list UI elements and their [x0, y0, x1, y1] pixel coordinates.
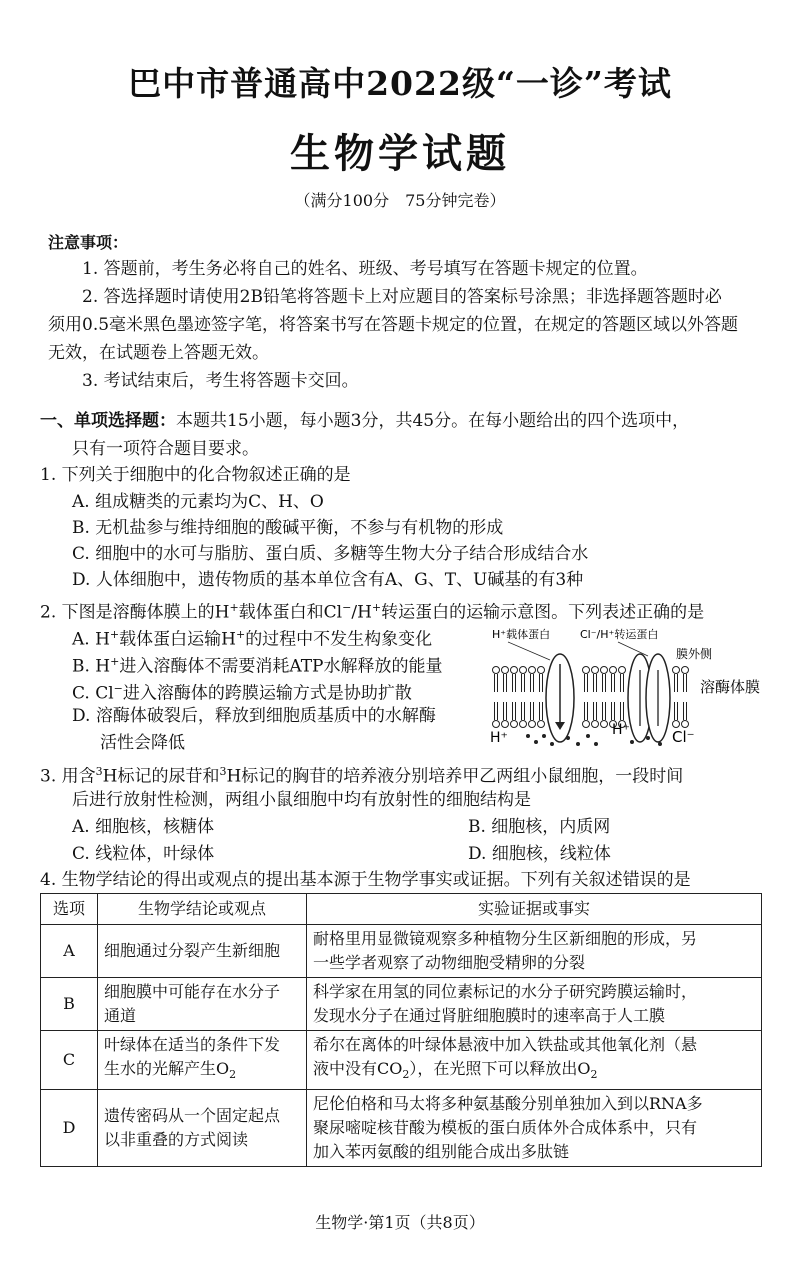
table-row — [41, 1090, 762, 1167]
q3-option-d: D. 细胞核，线粒体 — [468, 844, 611, 864]
lipid-tail — [684, 674, 687, 692]
lipid-head — [538, 667, 545, 674]
cl-ion-label: Cl⁻ — [672, 728, 695, 746]
row-b-option: B — [41, 978, 98, 1031]
h-ion-label-2: H⁺ — [612, 722, 630, 738]
row-d-evidence: 尼伦伯格和马太将多种氨基酸分别单独加入到以RNA多 聚尿嘧啶核苷酸为模板的蛋白质体外合成体系中，只有 加入苯丙氨酸的组别能合成出多肽链 — [307, 1090, 762, 1167]
q3-stem: 3. 用含$^3$H标记的尿苷和$^3$H标记的胸苷的培养液分别培养甲乙两组小鼠细胞，一段时间 — [40, 765, 684, 787]
row-a-option: A — [41, 925, 98, 978]
lipid-tail — [585, 702, 588, 720]
row-c-option: C — [41, 1031, 98, 1090]
q3-option-c: C. 线粒体，叶绿体 — [72, 844, 215, 864]
lipid-head — [592, 667, 599, 674]
q1-option-c: C. 细胞中的水可与脂肪、蛋白质、多糖等生物大分子结合形成结合水 — [72, 544, 589, 564]
section-1-desc-2: 只有一项符合题目要求。 — [72, 439, 259, 459]
lipid-head — [511, 721, 518, 728]
lipid-tail — [684, 702, 687, 720]
q1-option-a: A. 组成糖类的元素均为C、H、O — [72, 492, 324, 512]
q2-stem: 2. 下图是溶酶体膜上的H+载体蛋白和Cl−/H+转运蛋白的运输示意图。下列表述正确的是 — [40, 601, 705, 623]
note-1: 1. 答题前，考生务必将自己的姓名、班级、考号填写在答题卡规定的位置。 — [82, 259, 648, 279]
q2-option-d: D. 溶酶体破裂后，释放到细胞质基质中的水解酶 — [72, 706, 436, 726]
lipid-head — [673, 667, 680, 674]
lipid-head — [493, 721, 500, 728]
transporter-label: Cl⁻/H⁺转运蛋白 — [580, 628, 659, 641]
lipid-tail — [495, 674, 498, 692]
lipid-head — [538, 721, 545, 728]
q2-option-b: B. H+进入溶酶体不需要消耗ATP水解释放的能量 — [72, 655, 443, 677]
row-d-option: D — [41, 1090, 98, 1167]
lipid-head — [529, 667, 536, 674]
lysosome-membrane-diagram — [488, 624, 778, 752]
subject-title: 生物学试题 — [290, 130, 510, 177]
lipid-head — [511, 667, 518, 674]
lipid-tail — [594, 674, 597, 692]
note-3: 3. 考试结束后，考生将答题卡交回。 — [82, 371, 359, 391]
lipid-head — [583, 667, 590, 674]
lipid-head — [520, 667, 527, 674]
lipid-head — [520, 721, 527, 728]
q1-option-b: B. 无机盐参与维持细胞的酸碱平衡，不参与有机物的形成 — [72, 518, 504, 538]
lipid-tail — [621, 702, 624, 720]
lipid-head — [610, 667, 617, 674]
row-c-conclusion: 叶绿体在适当的条件下发 生水的光解产生$O_2$ — [98, 1031, 307, 1090]
carrier-leader — [508, 642, 550, 660]
q1-stem: 1. 下列关于细胞中的化合物叙述正确的是 — [40, 465, 351, 485]
lipid-head — [493, 667, 500, 674]
lipid-tail — [612, 702, 615, 720]
lipid-tail — [522, 702, 525, 720]
header-evidence: 实验证据或事实 — [307, 894, 762, 925]
table-header-row — [41, 894, 762, 925]
table-row — [41, 1031, 762, 1090]
lipid-tail — [675, 702, 678, 720]
lipid-head — [502, 667, 509, 674]
lipid-head — [529, 721, 536, 728]
q2-option-d-cont: 活性会降低 — [100, 733, 185, 753]
section-1-label: 一、单项选择题： — [40, 411, 176, 431]
lipid-tail — [594, 702, 597, 720]
lipid-tail — [585, 674, 588, 692]
lipid-tail — [540, 674, 543, 692]
lipid-tail — [522, 674, 525, 692]
row-c-evidence: 希尔在离体的叶绿体悬液中加入铁盐或其他氧化剂（悬 液中没有$CO_2$），在光照下可以释放出$O_2$ — [307, 1031, 762, 1090]
lipid-head — [673, 721, 680, 728]
carrier-label: H⁺载体蛋白 — [492, 628, 551, 641]
header-conclusion: 生物学结论或观点 — [98, 894, 307, 925]
row-a-evidence: 耐格里用显微镜观察多种植物分生区新细胞的形成，另 一些学者观察了动物细胞受精卵的分裂 — [307, 925, 762, 978]
exam-title: 巴中市普通高中2022级“一诊”考试 — [128, 64, 672, 103]
lipid-head — [502, 721, 509, 728]
lipid-head — [619, 667, 626, 674]
q1-option-d: D. 人体细胞中，遗传物质的基本单位含有A、G、T、U碱基的有3种 — [72, 570, 584, 590]
q4-stem: 4. 生物学结论的得出或观点的提出基本源于生物学事实或证据。下列有关叙述错误的是 — [40, 870, 691, 890]
lipid-tail — [540, 702, 543, 720]
header-option: 选项 — [41, 894, 98, 925]
row-a-conclusion: 细胞通过分裂产生新细胞 — [98, 925, 307, 978]
membrane-label: 溶酶体膜 — [700, 678, 761, 696]
note-2-line-3: 无效，在试题卷上答题无效。 — [48, 343, 269, 363]
lipid-tail — [531, 674, 534, 692]
row-d-conclusion: 遗传密码从一个固定起点 以非重叠的方式阅读 — [98, 1090, 307, 1167]
lipid-head — [583, 721, 590, 728]
q2-option-a: A. H+载体蛋白运输H+的过程中不发生构象变化 — [72, 628, 433, 650]
notes-heading: 注意事项： — [48, 233, 129, 252]
page-footer: 生物学·第1页（共8页） — [315, 1213, 485, 1232]
lipid-tail — [504, 674, 507, 692]
lipid-tail — [603, 702, 606, 720]
section-1-header — [40, 410, 689, 432]
lipid-head — [682, 667, 689, 674]
table-row — [41, 978, 762, 1031]
lipid-tail — [531, 702, 534, 720]
note-2-line-1: 2. 答选择题时请使用2B铅笔将答题卡上对应题目的答案标号涂黑；非选择题答题时必 — [82, 287, 722, 307]
transporter-leader — [618, 642, 648, 656]
row-b-evidence: 科学家在用氢的同位素标记的水分子研究跨膜运输时， 发现水分子在通过肾脏细胞膜时的速率高于人工膜 — [307, 978, 762, 1031]
lipid-tail — [513, 674, 516, 692]
lipid-tail — [612, 674, 615, 692]
lipid-head — [682, 721, 689, 728]
h-ion-label: H⁺ — [490, 730, 508, 746]
q4-table — [40, 893, 762, 1167]
lipid-tail — [495, 702, 498, 720]
q3-stem-cont: 后进行放射性检测，两组小鼠细胞中均有放射性的细胞结构是 — [72, 790, 531, 810]
note-2-line-2: 须用0.5毫米黑色墨迹签字笔，将答案书写在答题卡规定的位置，在规定的答题区域以外答题 — [48, 315, 739, 335]
lipid-head — [601, 667, 608, 674]
q2-option-c: C. Cl−进入溶酶体的跨膜运输方式是协助扩散 — [72, 682, 412, 704]
row-b-conclusion: 细胞膜中可能存在水分子 通道 — [98, 978, 307, 1031]
exam-info: （满分100分 75分钟完卷） — [294, 191, 506, 210]
lipid-tail — [621, 674, 624, 692]
table-row — [41, 925, 762, 978]
lipid-tail — [504, 702, 507, 720]
lipid-head — [601, 721, 608, 728]
lipid-tail — [603, 674, 606, 692]
lipid-tail — [513, 702, 516, 720]
section-1-desc: 本题共15小题，每小题3分，共45分。在每小题给出的四个选项中， — [176, 411, 690, 431]
q3-option-a: A. 细胞核，核糖体 — [72, 817, 215, 837]
lipid-tail — [675, 674, 678, 692]
outside-label: 膜外侧 — [676, 647, 713, 661]
lipid-head — [592, 721, 599, 728]
q3-option-b: B. 细胞核，内质网 — [468, 817, 611, 837]
